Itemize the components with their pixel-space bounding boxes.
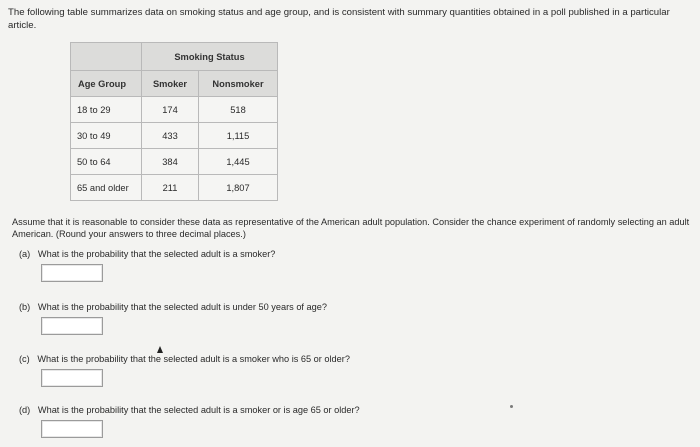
question-text: What is the probability that the selected adult is under 50 years of age?	[37, 302, 327, 312]
age-cell: 30 to 49	[71, 123, 142, 149]
table-row	[71, 175, 278, 201]
question-text: What is the probability that the selected adult is a smoker or is age 65 or older?	[37, 405, 360, 415]
stray-dot	[510, 405, 513, 408]
nonsmoker-cell: 518	[199, 97, 278, 123]
instructions-text: Assume that it is reasonable to consider these data as representative of the American adult population. Consider the chance experiment of randomly selecting an adult American. (Round your answers to three decimal places.)	[12, 217, 690, 239]
mouse-cursor-icon	[157, 346, 163, 353]
age-cell: 65 and older	[71, 175, 142, 201]
question-label: (a)	[19, 249, 31, 259]
nonsmoker-cell: 1,115	[199, 123, 278, 149]
answer-input-d[interactable]	[41, 420, 103, 438]
question-d	[19, 405, 360, 415]
question-text: What is the probability that the selected adult is a smoker?	[37, 249, 276, 259]
table-row	[71, 123, 278, 149]
question-label: (c)	[19, 354, 30, 364]
smoker-cell: 384	[142, 149, 199, 175]
age-cell: 50 to 64	[71, 149, 142, 175]
smoker-header: Smoker	[142, 71, 199, 97]
smoker-cell: 211	[142, 175, 199, 201]
smoker-cell: 174	[142, 97, 199, 123]
nonsmoker-header: Nonsmoker	[199, 71, 278, 97]
nonsmoker-cell: 1,807	[199, 175, 278, 201]
answer-input-b[interactable]	[41, 317, 103, 335]
question-text: What is the probability that the selected adult is a smoker who is 65 or older?	[37, 354, 350, 364]
smoking-table	[70, 42, 278, 201]
question-a	[19, 249, 275, 259]
table-corner	[71, 43, 142, 71]
smoker-cell: 433	[142, 123, 199, 149]
smoking-status-header: Smoking Status	[142, 43, 278, 71]
question-label: (d)	[19, 405, 31, 415]
answer-input-c[interactable]	[41, 369, 103, 387]
question-label: (b)	[19, 302, 31, 312]
age-cell: 18 to 29	[71, 97, 142, 123]
question-c	[19, 354, 350, 364]
answer-input-a[interactable]	[41, 264, 103, 282]
nonsmoker-cell: 1,445	[199, 149, 278, 175]
table-row	[71, 97, 278, 123]
age-group-header: Age Group	[71, 71, 142, 97]
question-b	[19, 302, 327, 312]
intro-text: The following table summarizes data on smoking status and age group, and is consistent with summary quantities obtained in a poll published in a particular article.	[8, 7, 670, 31]
table-row	[71, 149, 278, 175]
